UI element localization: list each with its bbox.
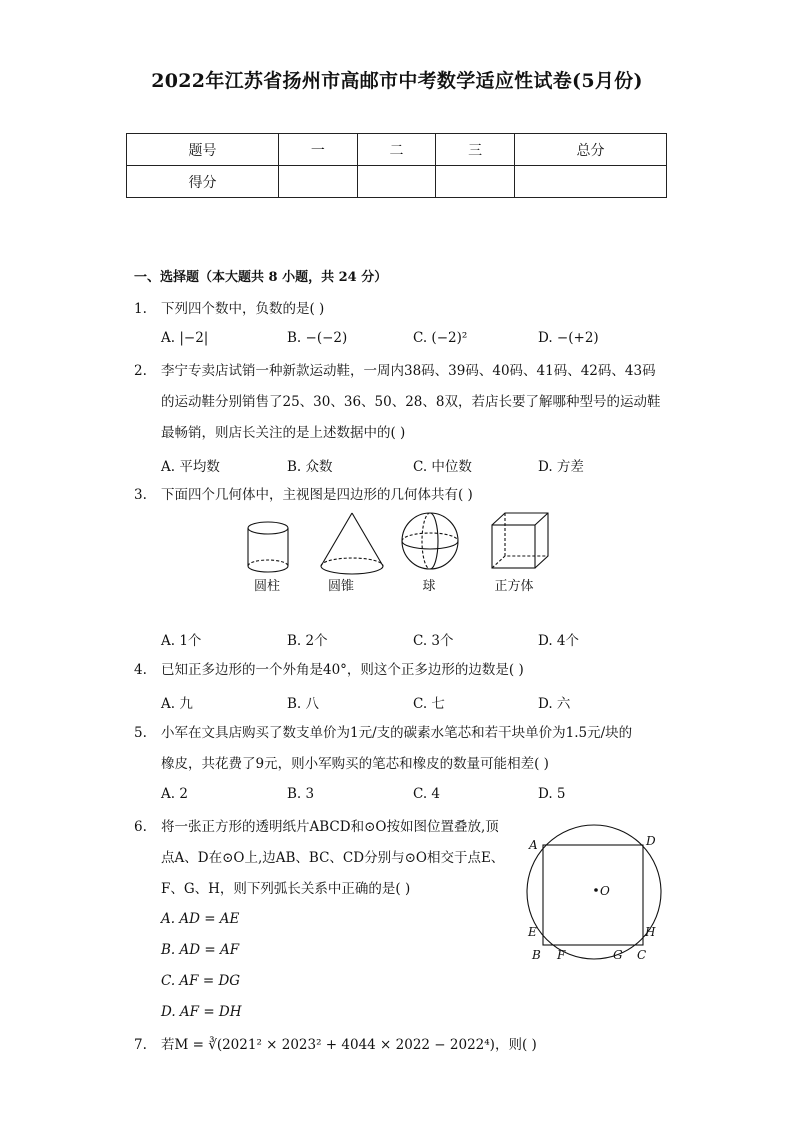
cylinder-shape	[248, 522, 288, 572]
question-text: 下面四个几何体中，主视图是四边形的几何体共有( )	[161, 487, 473, 503]
question-text: 若M = ∛(2021² × 2023² + 4044 × 2022 − 2022⁴)，则( )	[161, 1037, 537, 1053]
point-label: O	[600, 884, 610, 898]
option-b: B. AD = AF	[161, 942, 240, 958]
score-row-label: 得分	[127, 166, 279, 198]
question-text-line: F、G、H，则下列弧长关系中正确的是( )	[161, 881, 411, 897]
sphere-shape	[402, 513, 458, 569]
score-header-cell: 一	[279, 134, 358, 166]
point-label: G	[613, 948, 623, 962]
option-a: A. 九	[161, 696, 193, 712]
question-text-line: 橡皮，共花费了9元，则小军购买的笔芯和橡皮的数量可能相差( )	[161, 756, 549, 772]
point-label: B	[532, 948, 541, 962]
cone-shape	[321, 513, 383, 574]
option-b: B. 众数	[287, 459, 333, 475]
option-c: C. 4	[413, 786, 441, 802]
score-cell[interactable]	[357, 166, 436, 198]
center-point	[594, 888, 598, 892]
option-d: D. 5	[538, 786, 566, 802]
figure-label: 球	[422, 579, 436, 594]
question-number: 3.	[134, 487, 147, 503]
question-number: 6.	[134, 819, 147, 835]
score-header-cell: 总分	[514, 134, 666, 166]
option-d: D. −(+2)	[538, 330, 599, 346]
point-label: D	[646, 834, 656, 848]
option-a: A. 1个	[161, 633, 202, 649]
question-text: 已知正多边形的一个外角是40°，则这个正多边形的边数是( )	[161, 662, 524, 678]
option-c: C. 中位数	[413, 459, 472, 475]
figure-label: 正方体	[494, 579, 534, 594]
point-label: E	[528, 925, 537, 939]
question-text-line: 点A、D在⊙O上,边AB、BC、CD分别与⊙O相交于点E、	[161, 850, 505, 866]
option-a: A. AD = AE	[161, 911, 240, 927]
option-d: D. 六	[538, 696, 571, 712]
cube-shape	[492, 513, 548, 568]
option-a: A. 2	[161, 786, 188, 802]
question-number: 2.	[134, 363, 147, 379]
question-number: 7.	[134, 1037, 147, 1053]
option-b: B. −(−2)	[287, 330, 348, 346]
question-text: 下列四个数中，负数的是( )	[161, 301, 325, 317]
point-label: A	[529, 838, 538, 852]
point-label: H	[645, 925, 656, 939]
figure-label: 圆锥	[327, 579, 354, 594]
square-circle-figure	[520, 818, 670, 968]
point-label: C	[637, 948, 647, 962]
score-row	[127, 166, 667, 198]
question-number: 5.	[134, 725, 147, 741]
figure-label: 圆柱	[253, 579, 280, 594]
page-title: 2022年江苏省扬州市高邮市中考数学适应性试卷(5月份)	[151, 70, 643, 92]
option-d: D. 4个	[538, 633, 580, 649]
score-header-cell: 二	[357, 134, 436, 166]
question-text-line: 李宁专卖店试销一种新款运动鞋，一周内38码、39码、40码、41码、42码、43码	[161, 363, 656, 379]
score-header-cell: 题号	[127, 134, 279, 166]
option-c: C. 七	[413, 696, 445, 712]
option-c: C. AF = DG	[161, 973, 241, 989]
solids-figure	[235, 508, 565, 578]
option-a: A. 平均数	[161, 459, 220, 475]
option-d: D. 方差	[538, 459, 584, 475]
question-text-line: 小军在文具店购买了数支单价为1元/支的碳素水笔芯和若干块单价为1.5元/块的	[161, 725, 633, 741]
option-c: C. 3个	[413, 633, 454, 649]
question-text-line: 最畅销，则店长关注的是上述数据中的( )	[161, 425, 406, 441]
question-text-line: 将一张正方形的透明纸片ABCD和⊙O按如图位置叠放,顶	[161, 819, 499, 835]
point-label: F	[557, 948, 566, 962]
score-cell[interactable]	[436, 166, 515, 198]
score-header-cell: 三	[436, 134, 515, 166]
score-header-row	[127, 134, 667, 166]
option-b: B. 3	[287, 786, 315, 802]
option-b: B. 八	[287, 696, 320, 712]
question-number: 1.	[134, 301, 147, 317]
section-heading: 一、选择题（本大题共 8 小题，共 24 分）	[134, 270, 388, 285]
option-b: B. 2个	[287, 633, 328, 649]
score-cell[interactable]	[514, 166, 666, 198]
question-number: 4.	[134, 662, 147, 678]
option-a: A. |−2|	[161, 330, 209, 346]
score-table	[126, 133, 667, 198]
option-c: C. (−2)²	[413, 330, 468, 346]
score-cell[interactable]	[279, 166, 358, 198]
square-abcd-shape	[543, 845, 643, 945]
question-text-line: 的运动鞋分别销售了25、30、36、50、28、8双，若店长要了解哪种型号的运动鞋	[161, 394, 661, 410]
option-d: D. AF = DH	[161, 1004, 242, 1020]
